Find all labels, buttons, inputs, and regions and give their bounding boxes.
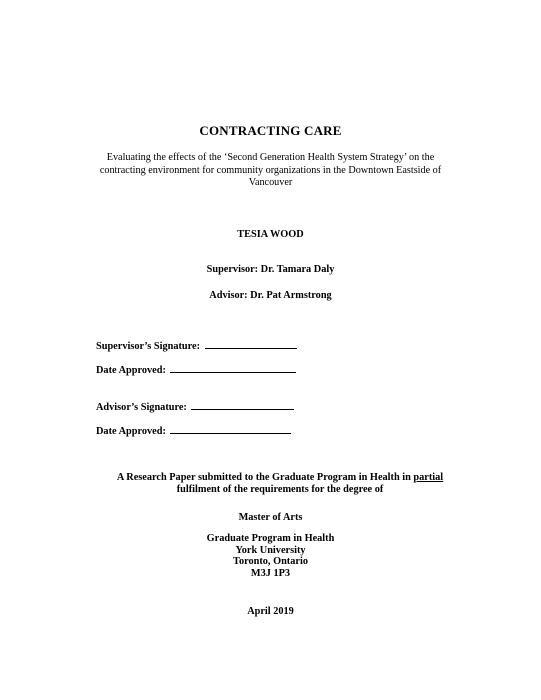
date-approved-label-1: Date Approved:: [96, 365, 166, 376]
city-name: Toronto, Ontario: [233, 556, 308, 567]
date-approved-line-1: [170, 363, 296, 373]
advisor-signature-label: Advisor’s Signature:: [96, 402, 187, 413]
author-name: TESIA WOOD: [237, 229, 304, 240]
degree-name: Master of Arts: [238, 512, 303, 523]
date-approved-row-2: [96, 424, 291, 437]
postal-code: M3J 1P3: [250, 567, 291, 579]
date-approved-label-2: Date Approved:: [96, 426, 166, 437]
advisor-signature-line: [191, 400, 294, 410]
supervisor-signature-row: [96, 339, 297, 352]
supervisor-line: Supervisor: Dr. Tamara Daly: [206, 264, 335, 275]
research-text-after: fulfilment of the requirements for the degree of: [176, 484, 384, 495]
advisor-line: Advisor: Dr. Pat Armstrong: [209, 290, 332, 301]
program-name: Graduate Program in Health: [206, 533, 335, 544]
document-title: CONTRACTING CARE: [199, 123, 342, 138]
submission-date: April 2019: [247, 606, 294, 617]
university-name: York University: [235, 544, 306, 556]
supervisor-signature-line: [205, 339, 297, 349]
institution-address: [0, 533, 541, 579]
advisor-signature-row: [96, 400, 294, 413]
supervisor-signature-label: Supervisor’s Signature:: [96, 341, 201, 352]
date-approved-line-2: [170, 424, 291, 434]
document-subtitle: Evaluating the effects of the ‘Second Generation Health System Strategy’ on the contracting environment for community organizations in the Downtown Eastside of Vancouver: [99, 152, 442, 188]
research-statement: [100, 472, 460, 496]
date-approved-row-1: [96, 363, 296, 376]
research-text-before: A Research Paper submitted to the Graduate Program in Health in: [116, 472, 414, 483]
research-text-underlined: partial: [413, 472, 444, 483]
